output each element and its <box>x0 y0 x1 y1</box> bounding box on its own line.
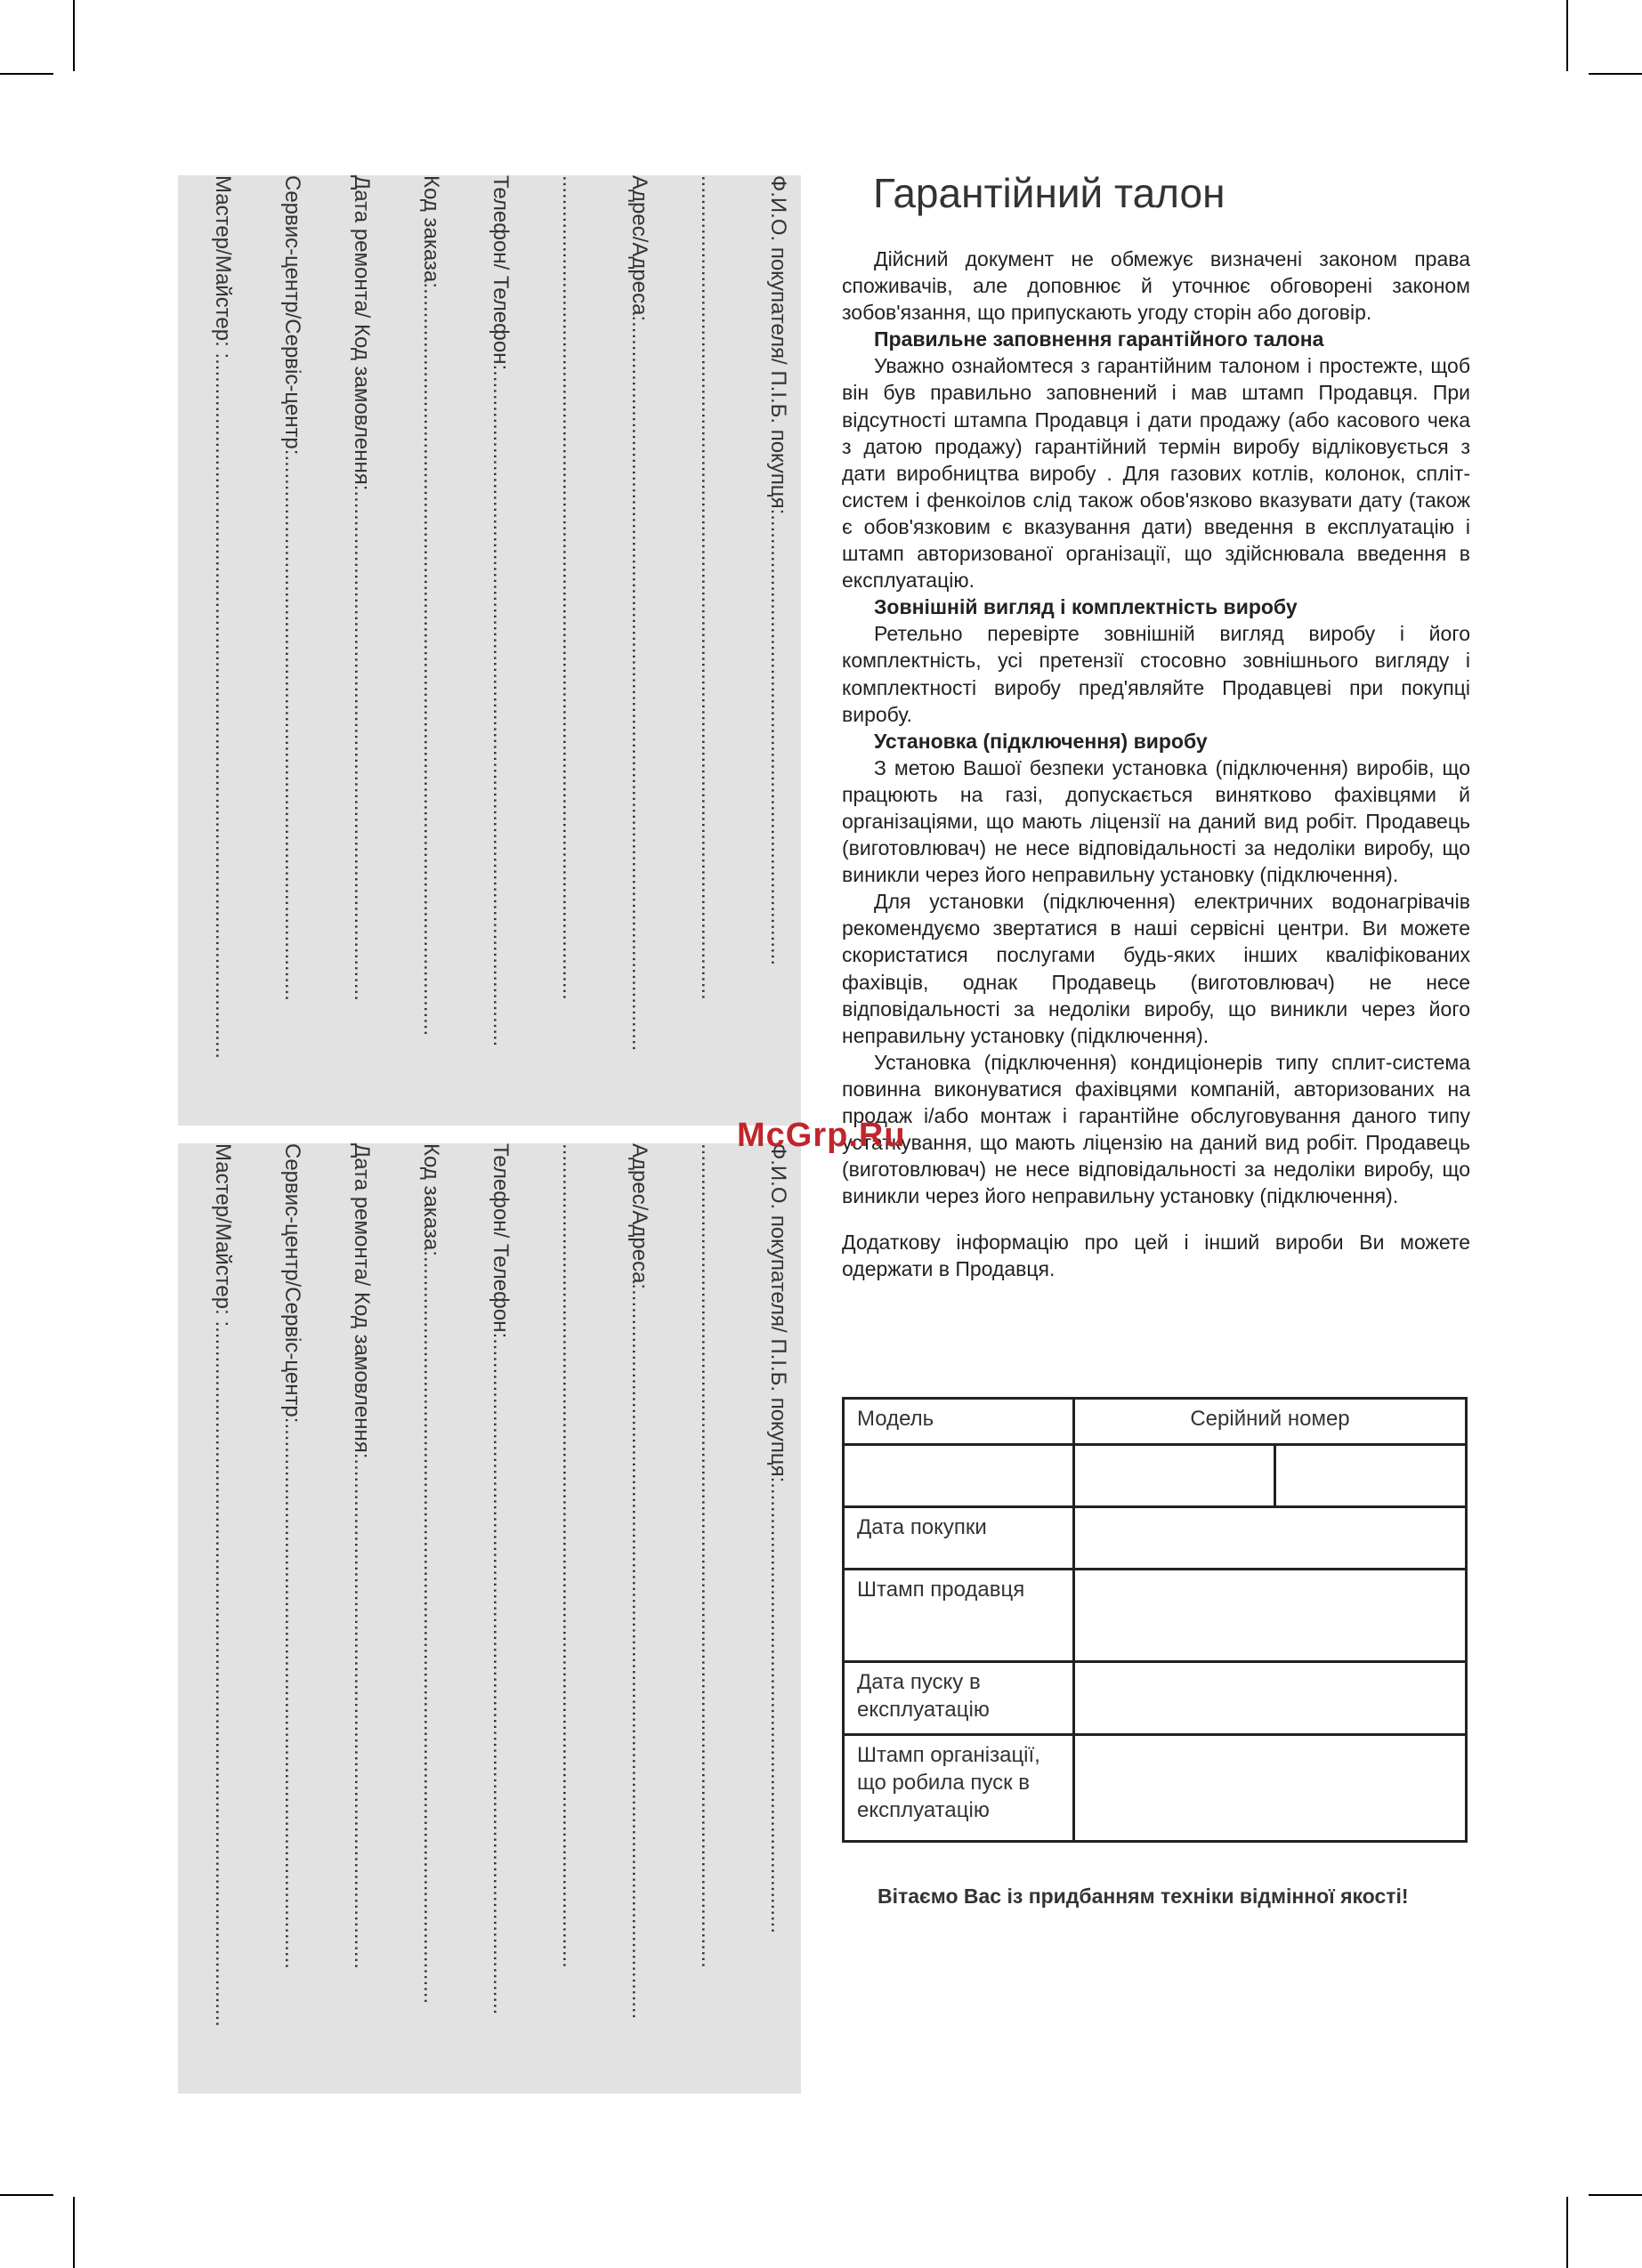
coupon-field-dots: .............................................................................................................................. <box>419 287 443 1037</box>
crop-mark <box>1566 0 1568 71</box>
coupon-field[interactable] <box>166 1143 235 2094</box>
serial-value-cell[interactable] <box>1074 1445 1275 1507</box>
coupon-field-label: Адрес/Адреса: <box>627 175 651 322</box>
crop-mark <box>73 0 75 71</box>
purchase-date-label: Дата покупки <box>844 1507 1074 1570</box>
coupon-field-dots: .................................................................................................................. <box>489 1338 513 2015</box>
intro-paragraph: Дійсний документ не обмежує визначені законом права споживачів, але доповнює й уточнює обговорені законом зобов'язання, що припускають угоду сторін або договір. <box>842 247 1470 325</box>
coupon-field-dots: ........................................................................................................................................... <box>697 1143 721 1968</box>
section-heading: Правильне заповнення гарантійного талона <box>874 327 1324 351</box>
coupon-field-label: Код заказа: <box>419 1143 443 1256</box>
coupon-field[interactable] <box>304 175 374 1126</box>
coupon-field-dots: ...................................................................................... <box>350 1458 374 1969</box>
coupon-field-dots: ........................................................................................................................................... <box>558 1143 582 1968</box>
coupon-field[interactable] <box>721 1143 790 2094</box>
coupon-field-label: Мастер/Майстер: : <box>211 1143 235 1328</box>
coupon-field[interactable] <box>374 175 443 1126</box>
additional-info: Додаткову інформацію про цей і інший вироби Ви можете одержати в Продавця. <box>842 1231 1470 1281</box>
coupon-field-label: Код заказа: <box>419 175 443 288</box>
coupon-field-label: Дата ремонта/ Код замовлення: <box>350 175 374 491</box>
coupon-field-label: Телефон/ Телефон: <box>489 175 513 371</box>
org-stamp-cell[interactable] <box>1074 1735 1467 1842</box>
warranty-text <box>842 169 1470 1283</box>
coupon-field-dots: ........................................................................................................................................... <box>697 175 721 1000</box>
crop-mark <box>73 2197 75 2268</box>
section-paragraph: Ретельно перевірте зовнішній вигляд виробу і його комплектність, усі претензії стосовно зовнішнього вигляду і комплектності виробу пред'являйте Продавцеві при покупці виробу. <box>842 622 1470 726</box>
coupon-field[interactable] <box>651 1143 721 2094</box>
start-date-cell[interactable] <box>1074 1662 1467 1735</box>
coupon-field-label: Ф.И.О. покупателя/ П.І.Б. покупця: <box>766 1143 790 1483</box>
coupon-field[interactable] <box>374 1143 443 2094</box>
coupon-field-dots: .............................................................................................................................. <box>419 1255 443 2005</box>
coupon-field-label: Адрес/Адреса: <box>627 1143 651 1290</box>
model-value-cell[interactable] <box>844 1445 1074 1507</box>
coupon-field-dots: ...................................................................................................................... <box>211 359 235 1059</box>
coupon-field-label: Сервис-центр/Сервіс-центр: <box>280 1143 304 1424</box>
seller-stamp-label: Штамп продавця <box>844 1570 1074 1662</box>
purchase-date-cell[interactable] <box>1074 1507 1467 1570</box>
coupon-field-label: Мастер/Майстер: : <box>211 175 235 359</box>
coupon-field-dots: .................................................................................................................. <box>489 370 513 1047</box>
coupon-field-dots: ...................................................................................................................... <box>211 1327 235 2027</box>
coupon-field[interactable] <box>443 175 513 1126</box>
section-heading: Зовнішній вигляд і комплектність виробу <box>874 595 1298 619</box>
coupon-field[interactable] <box>166 175 235 1126</box>
coupon-field[interactable] <box>721 175 790 1126</box>
serial-number-label: Серійний номер <box>1074 1399 1467 1445</box>
section-paragraph: З метою Вашої безпеки установка (підключення) виробів, що працюють на газі, допускається винятково фахівцями й організаціями, що мають ліцензії на даний вид робіт. Продавець (виготовлювач) не несе відповідальності за недоліки виробу, що виникли через його неправильну установку (підключення). <box>842 755 1470 887</box>
coupon-fields <box>166 175 801 1126</box>
coupon-field[interactable] <box>582 175 651 1126</box>
seller-stamp-cell[interactable] <box>1074 1570 1467 1662</box>
crop-mark <box>1566 2197 1568 2268</box>
coupon-field-label: Дата ремонта/ Код замовлення: <box>350 1143 374 1459</box>
warranty-table <box>842 1397 1468 1843</box>
page-title: Гарантійний талон <box>873 170 1225 216</box>
coupon-field-label: Ф.И.О. покупателя/ П.І.Б. покупця: <box>766 175 790 515</box>
serial-value-cell[interactable] <box>1275 1445 1467 1507</box>
coupon-field-dots: ............................................................................ <box>766 1482 790 1933</box>
crop-mark <box>0 73 53 75</box>
section-paragraph: Установка (підключення) кондиціонерів типу сплит-система повинна виконуватися фахівцями компаній, авторизованих на продаж і/або монтаж і гарантійне обслуговування даного типу устаткування, що мають ліцензію на даний вид робіт. Продавець (виготовлювач) не несе відповідальності за недоліки виробу, що виникли через його неправильну установку (підключення). <box>842 1050 1470 1208</box>
coupon-field[interactable] <box>582 1143 651 2094</box>
repair-coupon-top <box>178 175 801 1126</box>
watermark: McGrp.Ru <box>737 1117 906 1154</box>
coupon-field[interactable] <box>235 175 304 1126</box>
coupon-field[interactable] <box>443 1143 513 2094</box>
section-paragraph: Уважно ознайомтеся з гарантійним талоном і простежте, щоб він був правильно заповнений і мав штамп Продавця. При відсутності штампа Продавця і дати продажу (або касового чека з датою продажу) гарантійний термін виробу відліковується з дати виробництва виробу . Для газових котлів, колонок, спліт-систем і фенкоілов слід також обов'язково вказувати дату (також є обов'язковим є вказування дати) введення в експлуатацію і штамп авторизованої організації, що здійснювала введення в експлуатацію. <box>842 354 1470 593</box>
repair-coupon-bottom <box>178 1143 801 2094</box>
coupon-field[interactable] <box>304 1143 374 2094</box>
coupon-field[interactable] <box>513 1143 582 2094</box>
coupon-field-dots: ........................................................................................................................... <box>627 321 651 1052</box>
start-date-label: Дата пуску в експлуатацію <box>844 1662 1074 1735</box>
coupon-field-dots: ........................................................................................................................... <box>627 1289 651 2020</box>
coupon-field[interactable] <box>235 1143 304 2094</box>
coupon-field-label: Телефон/ Телефон: <box>489 1143 513 1339</box>
crop-mark <box>1589 2194 1642 2196</box>
coupon-field-dots: ........................................................................................................................................... <box>558 175 582 1000</box>
org-stamp-label: Штамп організації, що робила пуск в експлуатацію <box>844 1735 1074 1842</box>
coupon-field-dots: ...................................................................................... <box>350 490 374 1001</box>
footer-greeting: Вітаємо Вас із придбанням техніки відмінної якості! <box>878 1885 1409 1908</box>
coupon-field[interactable] <box>513 175 582 1126</box>
coupon-field-label: Сервис-центр/Сервіс-центр: <box>280 175 304 456</box>
coupon-fields <box>166 1143 801 2094</box>
coupon-field-dots: ............................................................................ <box>766 514 790 965</box>
coupon-field-dots: ............................................................................................ <box>280 455 304 1001</box>
coupon-field-dots: ............................................................................................ <box>280 1423 304 1969</box>
coupon-field[interactable] <box>651 175 721 1126</box>
section-paragraph: Для установки (підключення) електричних водонагрівачів рекомендуємо звертатися в наші сервісні центри. Ви можете скористатися послугами будь-яких інших кваліфікованих фахівців, однак Продавець (виготовлювач) не несе відповідальності за недоліки виробу, що виникли через його неправильну установку (підключення). <box>842 890 1470 1047</box>
crop-mark <box>0 2194 53 2196</box>
model-label: Модель <box>844 1399 1074 1445</box>
section-heading: Установка (підключення) виробу <box>874 729 1208 753</box>
crop-mark <box>1589 73 1642 75</box>
